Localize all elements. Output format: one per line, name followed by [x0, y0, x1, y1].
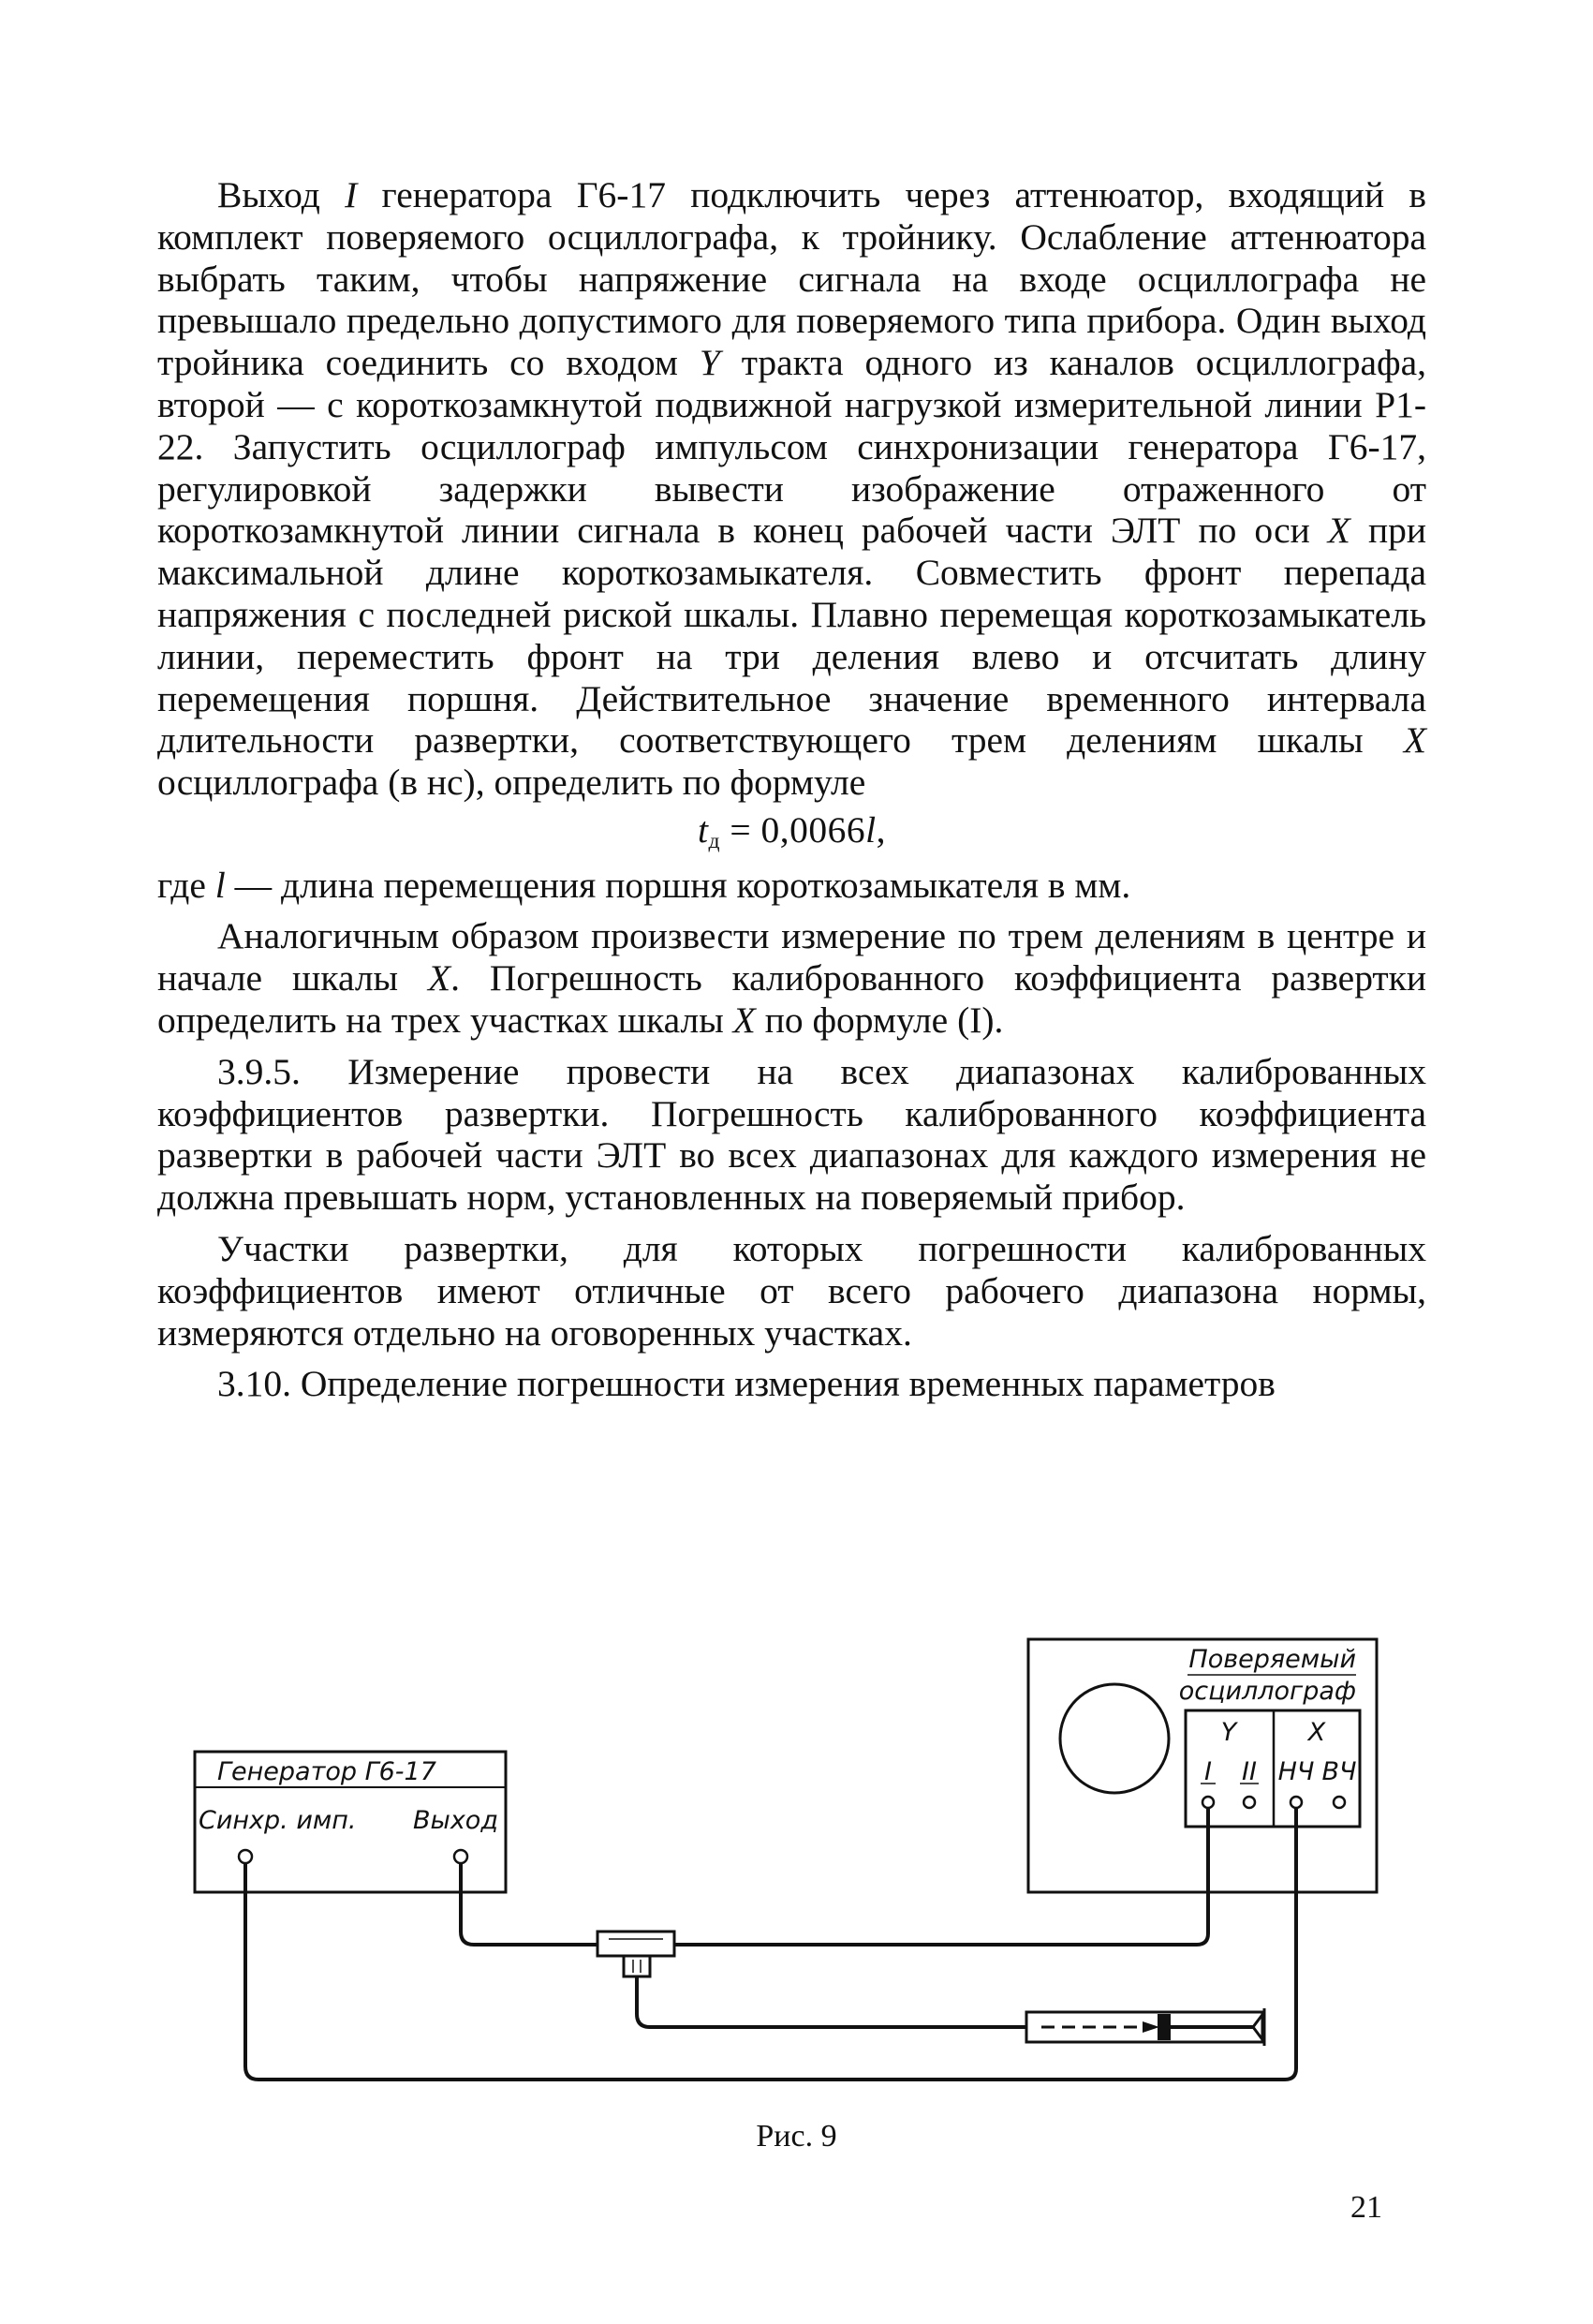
measuring-line-icon [1026, 2008, 1264, 2046]
osc-lf-terminal [1291, 1797, 1302, 1808]
figure-caption: Рис. 9 [756, 2119, 837, 2154]
variable-symbol: l [214, 864, 226, 906]
variable-symbol: X [1403, 719, 1426, 762]
text-run: 3.9.5. Измерение провести на всех диапазонах калиброванных коэффициентов развертки. Погрешность калиброванного коэффициента развертки в рабочей части ЭЛТ во всех диапазонах для каждого измерения не должна превышать норм, установленных на поверяемый прибор. [157, 1050, 1426, 1219]
generator-sync-label: Синхр. имп. [199, 1806, 357, 1835]
wire-tee-to-line [637, 1973, 1026, 2027]
paragraph-6 [157, 1363, 1426, 1405]
circuit-diagram [0, 1630, 1593, 2136]
osc-hf-terminal [1334, 1797, 1345, 1808]
text-run: по формуле (I). [755, 999, 1004, 1042]
variable-symbol: X [427, 957, 451, 999]
osc-lf-label: НЧ [1277, 1757, 1315, 1786]
generator-output-terminal [454, 1850, 467, 1863]
text-run: Участки развертки, для которых погрешности калиброванных коэффициентов имеют отличные от всего рабочего диапазона нормы, измеряются отдельно на оговоренных участках. [157, 1228, 1426, 1354]
text-run: 3.10. Определение погрешности измерения временных параметров [217, 1363, 1276, 1405]
generator-output-label: Выход [412, 1806, 498, 1835]
osc-y1-terminal [1202, 1797, 1214, 1808]
oscilloscope-title-1: Поверяемый [1188, 1645, 1356, 1674]
osc-y2-label: II [1242, 1757, 1257, 1786]
text-run: тракта одного из каналов осциллографа, второй — с короткозамкнутой подвижной нагрузкой измерительной линии Р1-22. Запустить осциллограф импульсом синхронизации генератора Г6-17, регулировкой задержки вывести изображение отраженного от короткозамкнутой линии сигнала в конец рабочей части ЭЛТ по оси [157, 342, 1427, 552]
figure-9 [0, 1630, 1593, 2136]
generator-sync-terminal [239, 1850, 252, 1863]
formula-var: t [697, 808, 709, 851]
text-run: Выход [217, 174, 346, 215]
formula-sub: д [708, 828, 721, 853]
osc-x-label: X [1307, 1718, 1326, 1747]
crt-screen-icon [1060, 1684, 1169, 1793]
formula [157, 809, 1426, 863]
wire-generator-to-tee [461, 1863, 599, 1945]
paragraph-1 [157, 174, 1426, 804]
text-run: генератора Г6-17 подключить через аттенюатор, входящий в комплект поверяемого осциллографа, к тройнику. Ослабление аттенюатора выбрать таким, чтобы напряжение сигнала на входе осциллографа не превышало предельно допустимого для поверяемого типа прибора. Один выход тройника соединить со входом [157, 174, 1426, 384]
text-run: осциллографа (в нс), определить по формуле [157, 762, 866, 804]
paragraph-5 [157, 1228, 1426, 1354]
paragraph-4 [157, 1051, 1426, 1219]
formula-tail: , [876, 808, 887, 851]
tee-connector-icon [597, 1932, 674, 1976]
text-run: — длина перемещения поршня короткозамыкателя в мм. [225, 864, 1131, 906]
osc-y-label: Y [1220, 1718, 1237, 1747]
formula-rhs-var: l [865, 808, 877, 851]
variable-symbol: X [732, 999, 756, 1042]
body-text [157, 174, 1426, 1405]
osc-y1-label: I [1204, 1757, 1212, 1786]
text-run: при максимальной длине короткозамыкателя. Совместить фронт перепада напряжения с последней риской шкалы. Плавно перемещая короткозамыкатель линии, переместить фронт на три деления влево и отсчитать длину перемещения поршня. Действительное значение временного интервала длительности развертки, соответствующего трем делениям шкалы [157, 510, 1426, 762]
paragraph-2 [157, 865, 1426, 907]
variable-symbol: X [1327, 510, 1350, 552]
paragraph-3 [157, 915, 1426, 1041]
oscilloscope-title-2: осциллограф [1178, 1677, 1356, 1706]
page-number: 21 [1350, 2190, 1382, 2225]
text-run: Аналогичным образом произвести измерение по трем делениям в центре и начале шкалы [157, 915, 1426, 999]
osc-hf-label: ВЧ [1321, 1757, 1357, 1786]
variable-symbol: I [345, 174, 358, 215]
text-run: где [157, 864, 215, 906]
osc-y2-terminal [1244, 1797, 1255, 1808]
wire-tee-to-osc-y [672, 1808, 1208, 1945]
generator-title: Генератор Г6-17 [217, 1757, 436, 1786]
variable-symbol: Y [699, 342, 720, 384]
text-run: . Погрешность калиброванного коэффициента развертки определить на трех участках шкалы [157, 957, 1427, 1042]
formula-rhs: = 0,0066 [720, 808, 866, 851]
